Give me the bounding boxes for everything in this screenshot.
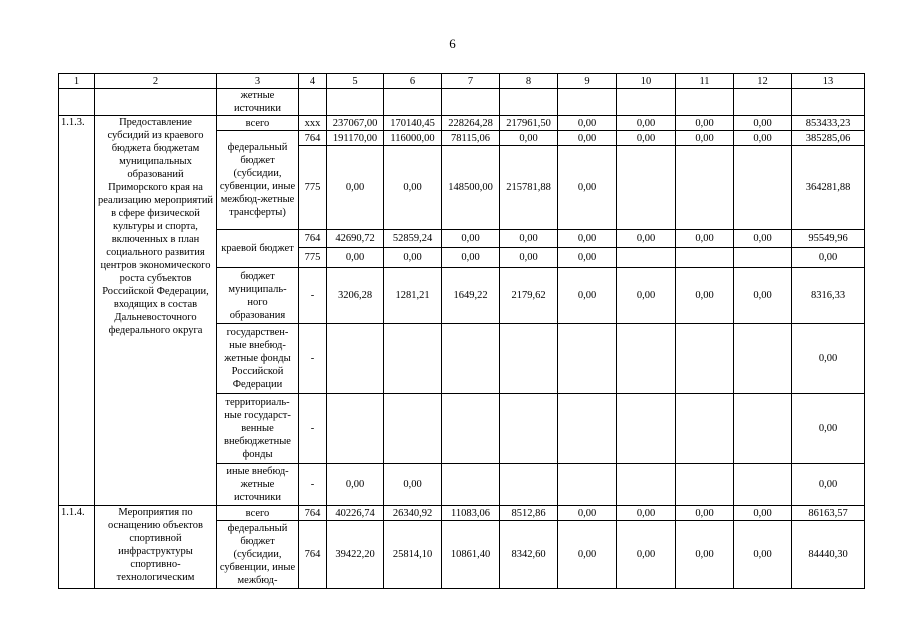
value-cell: 0,00 <box>558 268 617 324</box>
kbk-cell: - <box>299 394 327 464</box>
table-row <box>59 116 865 131</box>
kbk-cell: 764 <box>299 230 327 248</box>
value-cell: 0,00 <box>500 248 558 268</box>
value-cell: 0,00 <box>734 230 792 248</box>
value-cell: 0,00 <box>792 248 865 268</box>
item-name: Мероприятия по оснащению объектов спортивной инфраструктуры спортивно-технологическим <box>95 506 217 589</box>
value-cell: 0,00 <box>792 464 865 506</box>
value-cell: 0,00 <box>676 521 734 589</box>
value-cell: 0,00 <box>676 131 734 146</box>
value-cell: 0,00 <box>617 131 676 146</box>
value-cell: 0,00 <box>734 131 792 146</box>
header-cell: 5 <box>327 74 384 89</box>
value-cell: 39422,20 <box>327 521 384 589</box>
value-cell: 0,00 <box>617 521 676 589</box>
budget-table <box>58 73 865 589</box>
value-cell: 0,00 <box>500 230 558 248</box>
source-cell: бюджет муниципаль-ного образования <box>217 268 299 324</box>
value-cell: 0,00 <box>734 521 792 589</box>
table-row <box>59 89 865 116</box>
item-code: 1.1.4. <box>59 506 95 589</box>
value-cell: 0,00 <box>558 116 617 131</box>
value-cell: 2179,62 <box>500 268 558 324</box>
value-cell: 78115,06 <box>442 131 500 146</box>
value-cell: 0,00 <box>384 146 442 230</box>
value-cell: 0,00 <box>734 116 792 131</box>
value-cell: 385285,06 <box>792 131 865 146</box>
header-cell: 4 <box>299 74 327 89</box>
source-cell: иные внебюд-жетные источники <box>217 464 299 506</box>
value-cell: 95549,96 <box>792 230 865 248</box>
value-cell: 3206,28 <box>327 268 384 324</box>
value-cell: 0,00 <box>327 464 384 506</box>
header-cell: 13 <box>792 74 865 89</box>
value-cell: 0,00 <box>734 268 792 324</box>
kbk-cell: xxx <box>299 116 327 131</box>
value-cell: 0,00 <box>676 506 734 521</box>
kbk-cell: 775 <box>299 146 327 230</box>
value-cell: 228264,28 <box>442 116 500 131</box>
value-cell: 0,00 <box>384 248 442 268</box>
value-cell: 8342,60 <box>500 521 558 589</box>
value-cell: 11083,06 <box>442 506 500 521</box>
value-cell: 853433,23 <box>792 116 865 131</box>
item-code: 1.1.3. <box>59 116 95 506</box>
value-cell: 52859,24 <box>384 230 442 248</box>
value-cell: 0,00 <box>558 230 617 248</box>
value-cell: 1649,22 <box>442 268 500 324</box>
value-cell: 116000,00 <box>384 131 442 146</box>
value-cell: 0,00 <box>442 248 500 268</box>
value-cell: 170140,45 <box>384 116 442 131</box>
header-cell: 9 <box>558 74 617 89</box>
value-cell: 8316,33 <box>792 268 865 324</box>
value-cell: 0,00 <box>617 230 676 248</box>
value-cell: 0,00 <box>327 146 384 230</box>
header-row <box>59 74 865 89</box>
value-cell: 191170,00 <box>327 131 384 146</box>
source-cell: федеральный бюджет (субсидии, субвенции, иные межбюд- <box>217 521 299 589</box>
header-cell: 10 <box>617 74 676 89</box>
header-cell: 12 <box>734 74 792 89</box>
source-cell: всего <box>217 506 299 521</box>
source-cell: краевой бюджет <box>217 230 299 268</box>
table-row <box>59 506 865 521</box>
kbk-cell: 764 <box>299 131 327 146</box>
value-cell: 10861,40 <box>442 521 500 589</box>
source-cell: государствен-ные внебюд-жетные фонды Российской Федерации <box>217 324 299 394</box>
kbk-cell: - <box>299 464 327 506</box>
header-cell: 3 <box>217 74 299 89</box>
header-cell: 8 <box>500 74 558 89</box>
value-cell: 0,00 <box>792 394 865 464</box>
value-cell: 0,00 <box>734 506 792 521</box>
value-cell: 0,00 <box>676 268 734 324</box>
value-cell: 0,00 <box>792 324 865 394</box>
header-cell: 11 <box>676 74 734 89</box>
value-cell: 0,00 <box>676 230 734 248</box>
kbk-cell: 764 <box>299 506 327 521</box>
value-cell: 148500,00 <box>442 146 500 230</box>
value-cell: 0,00 <box>558 146 617 230</box>
value-cell: 0,00 <box>384 464 442 506</box>
header-cell: 1 <box>59 74 95 89</box>
kbk-cell: 764 <box>299 521 327 589</box>
source-cell: территориаль-ные государст-венные внебюджетные фонды <box>217 394 299 464</box>
value-cell: 0,00 <box>617 116 676 131</box>
value-cell: 217961,50 <box>500 116 558 131</box>
value-cell: 42690,72 <box>327 230 384 248</box>
value-cell: 1281,21 <box>384 268 442 324</box>
page-number: 6 <box>449 36 456 51</box>
value-cell: 0,00 <box>617 506 676 521</box>
kbk-cell: 775 <box>299 248 327 268</box>
value-cell: 0,00 <box>558 131 617 146</box>
header-cell: 7 <box>442 74 500 89</box>
value-cell: 0,00 <box>558 248 617 268</box>
value-cell: 0,00 <box>442 230 500 248</box>
value-cell: 86163,57 <box>792 506 865 521</box>
kbk-cell: - <box>299 324 327 394</box>
source-cell: федеральный бюджет (субсидии, субвенции, иные межбюд-жетные трансферты) <box>217 131 299 230</box>
value-cell: 0,00 <box>558 506 617 521</box>
value-cell: 25814,10 <box>384 521 442 589</box>
value-cell: 40226,74 <box>327 506 384 521</box>
kbk-cell: - <box>299 268 327 324</box>
header-cell: 6 <box>384 74 442 89</box>
value-cell: 237067,00 <box>327 116 384 131</box>
value-cell: 0,00 <box>558 521 617 589</box>
value-cell: 8512,86 <box>500 506 558 521</box>
value-cell: 26340,92 <box>384 506 442 521</box>
source-cell: жетные источники <box>217 89 299 116</box>
value-cell: 215781,88 <box>500 146 558 230</box>
source-cell: всего <box>217 116 299 131</box>
item-name: Предоставление субсидий из краевого бюджета бюджетам муниципальных образований Приморского края на реализацию мероприятий в сфере физической культуры и спорта, включенных в план социального развития центров экономического роста субъектов Российской Федерации, входящих в состав Дальневосточного федерального округа <box>95 116 217 506</box>
value-cell: 0,00 <box>676 116 734 131</box>
value-cell: 0,00 <box>500 131 558 146</box>
value-cell: 0,00 <box>617 268 676 324</box>
value-cell: 364281,88 <box>792 146 865 230</box>
value-cell: 84440,30 <box>792 521 865 589</box>
value-cell: 0,00 <box>327 248 384 268</box>
header-cell: 2 <box>95 74 217 89</box>
